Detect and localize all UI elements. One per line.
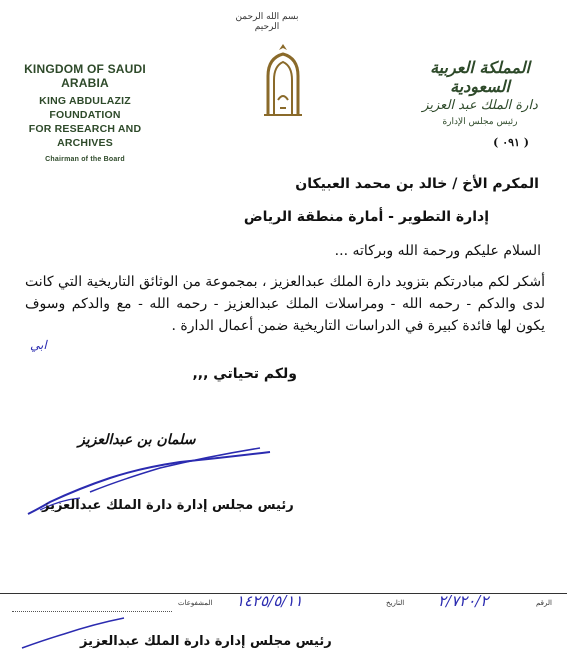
reference-number: ( ٠٩١ ) xyxy=(493,136,529,149)
footer-date-value: ١٤٢٥/٥/١١ xyxy=(236,592,303,610)
signature-title: رئيس مجلس إدارة دارة الملك عبدالعزيز xyxy=(42,498,294,513)
footer-attachments-label: المشفوعات xyxy=(178,599,213,607)
ar-line-darah: دارة الملك عبد العزيز xyxy=(422,98,538,113)
margin-note: ابي xyxy=(30,338,47,352)
department: إدارة التطوير - أمارة منطقة الرياض xyxy=(243,209,489,225)
bismillah: بسم الله الرحمن الرحيم xyxy=(235,12,299,32)
en-line-research: FOR RESEARCH AND ARCHIVES xyxy=(28,123,142,149)
greeting: السلام عليكم ورحمة الله وبركاته ... xyxy=(334,243,541,259)
arabic-letterhead xyxy=(405,58,555,127)
en-line-chairman: Chairman of the Board xyxy=(45,156,125,163)
footer-date-label: التاريخ xyxy=(386,599,405,607)
signature-name: سلمان بن عبدالعزيز xyxy=(78,432,196,448)
english-letterhead xyxy=(10,62,160,163)
footer-ref-value: ٢/٧٢٠/٢ xyxy=(438,592,489,610)
ar-line-chairman: رئيس مجلس الإدارة xyxy=(442,117,518,127)
closing: ولكم تحياتي ,,, xyxy=(192,366,297,382)
en-line-foundation: KING ABDULAZIZ FOUNDATION xyxy=(39,95,131,121)
recipient: المكرم الأخ / خالد بن محمد العبيكان xyxy=(295,176,539,192)
footer-ref-label: الرقم xyxy=(536,599,552,607)
letter-paragraph: أشكر لكم مبادرتكم بتزويد دارة الملك عبدالعزيز ، بمجموعة من الوثائق التاريخية التي كانت لدى والدكم - رحمه الله - ومراسلات الملك عبدالعزيز - رحمه الله - مع والدكم وسوف يكون لها فائدة كبيرة في الدراسات التاريخية ضمن أعمال الدارة . xyxy=(25,274,545,334)
footer-title: رئيس مجلس إدارة دارة الملك عبدالعزيز xyxy=(80,634,332,649)
en-line-country: KINGDOM OF SAUDI ARABIA xyxy=(24,62,146,90)
darah-logo xyxy=(258,40,308,118)
ar-line-kingdom: المملكة العربية السعودية xyxy=(430,58,530,96)
